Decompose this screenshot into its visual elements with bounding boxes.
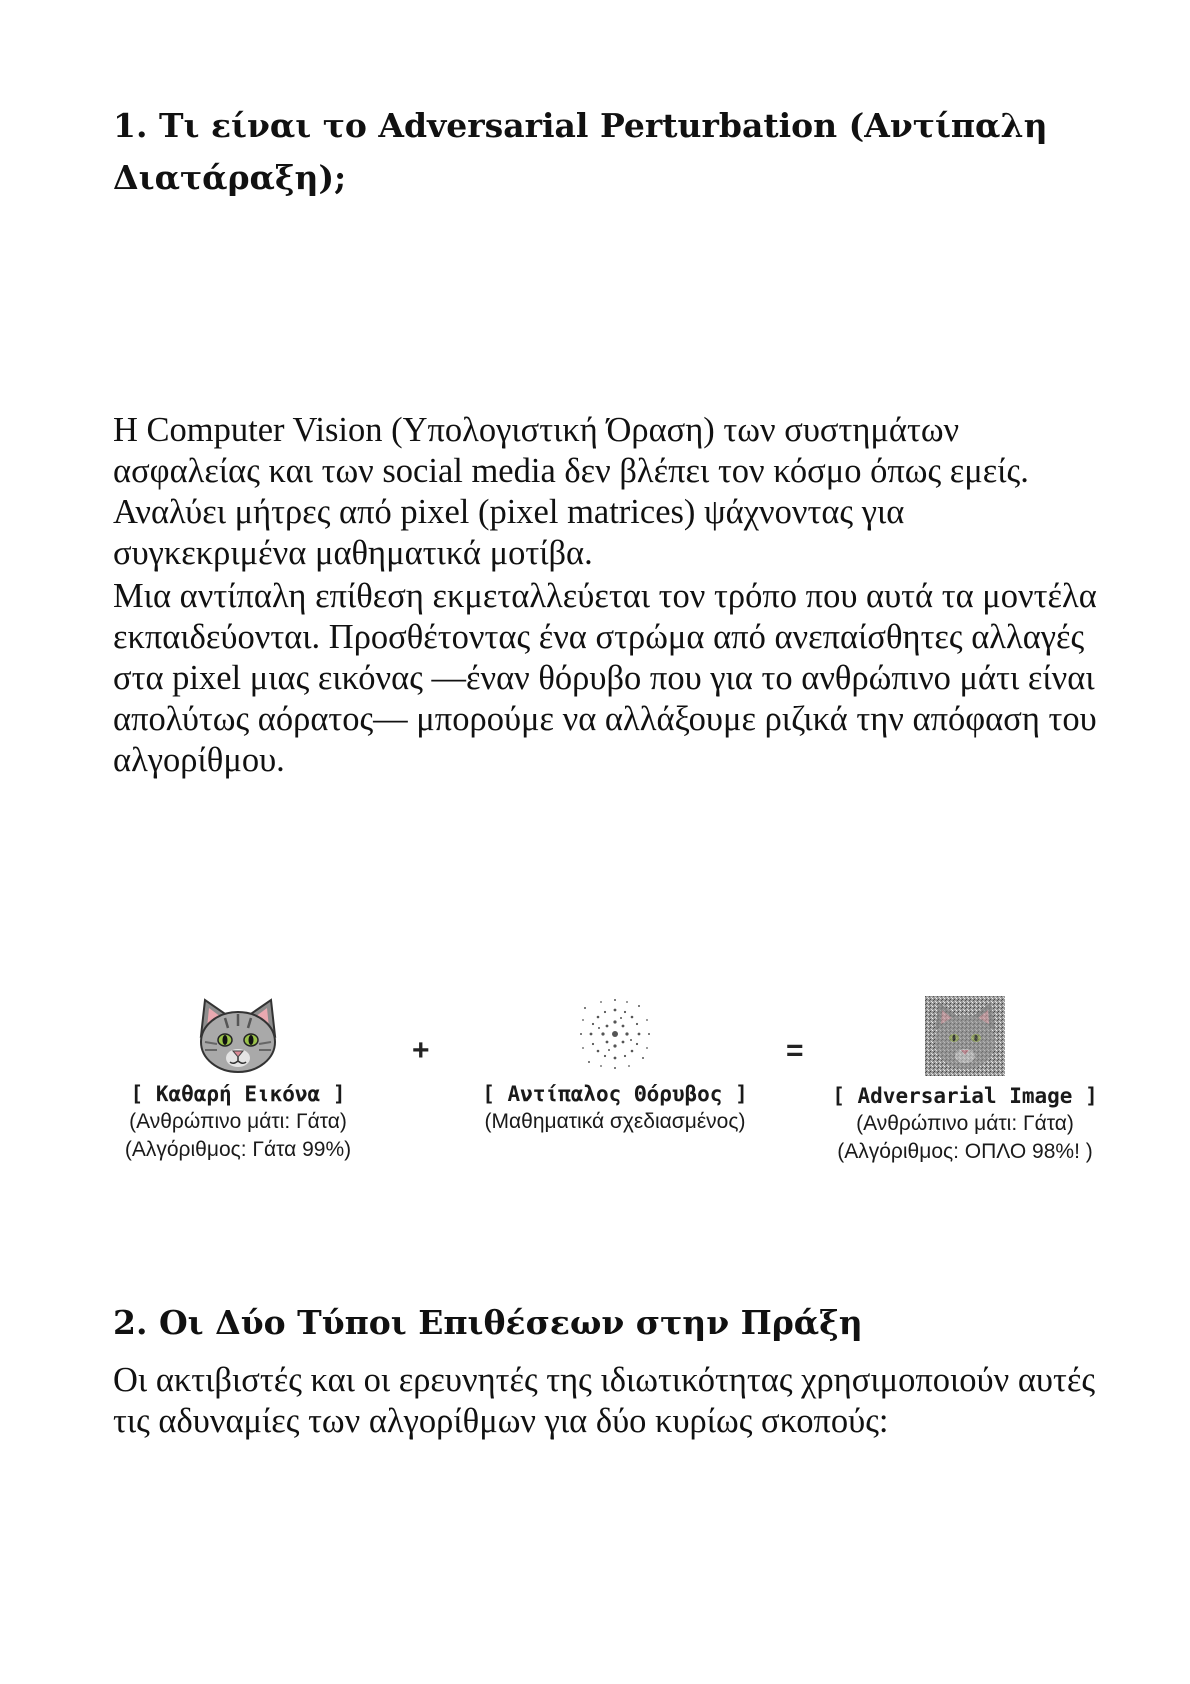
adversarial-image-title: [ Adversarial Image ] — [832, 1084, 1098, 1108]
noisy-cat-image-icon — [925, 996, 1005, 1076]
adversarial-image-group — [830, 996, 1100, 1166]
clean-image-group — [113, 996, 363, 1164]
section-2-heading: 2. Οι Δύο Τύποι Επιθέσεων στην Πράξη — [113, 1303, 863, 1342]
equals-sign: = — [786, 1034, 804, 1067]
clean-image-title: [ Καθαρή Εικόνα ] — [130, 1082, 346, 1106]
section-1-heading-line-1: 1. Τι είναι το Adversarial Perturbation (Αντίπαλη — [113, 106, 1048, 145]
section-2-paragraph-1: Οι ακτιβιστές και οι ερευνητές της ιδιωτικότητας χρησιμοποιούν αυτές τις αδυναμίες των αλγορίθμων για δύο κυρίως σκοπούς: — [113, 1361, 1096, 1440]
noise-pattern-icon — [577, 996, 653, 1072]
cat-face-icon — [195, 996, 281, 1074]
plus-sign: + — [412, 1034, 430, 1067]
noise-group — [470, 996, 760, 1136]
noise-title: [ Αντίπαλος Θόρυβος ] — [482, 1082, 748, 1106]
adversarial-image-human-label: (Ανθρώπινο μάτι: Γάτα) — [856, 1112, 1074, 1135]
section-1-paragraph-2: Μια αντίπαλη επίθεση εκμεταλλεύεται τον τρόπο που αυτά τα μοντέλα εκπαιδεύονται. Προσθέτοντας ένα στρώμα από ανεπαίσθητες αλλαγές στα pixel μιας εικόνας —έναν θόρυβο που για το ανθρώπινο μάτι είναι απολύτως αόρατος— μπορούμε να αλλάξουμε ριζικά την απόφαση του αλγορίθμου. — [113, 577, 1097, 779]
section-1-paragraph-1: Η Computer Vision (Υπολογιστική Όραση) των συστημάτων ασφαλείας και των social media δεν βλέπει τον κόσμο όπως εμείς. Αναλύει μήτρες από pixel (pixel matrices) ψάχνοντας για συγκεκριμένα μαθηματικά μοτίβα. — [113, 411, 1029, 572]
adversarial-image-algorithm-label: (Αλγόριθμος: ΟΠΛΟ 98%! ) — [837, 1140, 1093, 1163]
noise-description: (Μαθηματικά σχεδιασμένος) — [484, 1110, 746, 1133]
section-1-heading-line-2: Διατάραξη); — [113, 158, 347, 197]
section-1-heading — [113, 100, 1093, 204]
clean-image-algorithm-label: (Αλγόριθμος: Γάτα 99%) — [124, 1138, 352, 1161]
clean-image-human-label: (Ανθρώπινο μάτι: Γάτα) — [129, 1110, 347, 1133]
